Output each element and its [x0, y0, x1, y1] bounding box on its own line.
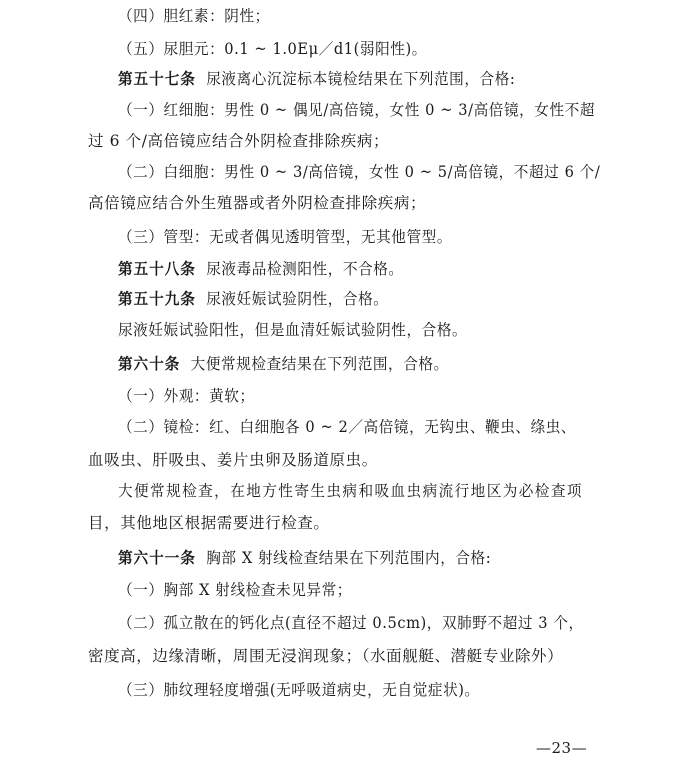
text-line: （三）肺纹理轻度增强(无呼吸道病史，无自觉症状)。 [118, 681, 480, 699]
text-line: （四）胆红素：阴性； [118, 7, 270, 25]
article-line: 第五十八条 尿液毒品检测阳性，不合格。 [118, 260, 404, 278]
text-line: （二）孤立散在的钙化点(直径不超过 0.5cm)，双肺野不超过 3 个， [118, 614, 584, 632]
text-line: 大便常规检查，在地方性寄生虫病和吸血虫病流行地区为必检查项 [118, 482, 583, 500]
article-line: 第五十七条 尿液离心沉淀标本镜检结果在下列范围，合格: [118, 70, 516, 88]
page-number: —23— [536, 739, 588, 757]
article-heading: 第五十七条 [118, 70, 196, 88]
article-heading: 第六十条 [118, 355, 181, 373]
text-line: （一）胸部 X 射线检查未见异常； [118, 581, 352, 599]
text-line: （二）镜检：红、白细胞各 0 ~ 2／高倍镜，无钩虫、鞭虫、绦虫、 [118, 418, 577, 436]
text-line: 目，其他地区根据需要进行检查。 [88, 514, 330, 532]
text-line: （一）外观：黄软； [118, 387, 255, 405]
text-line: 尿液妊娠试验阳性，但是血清妊娠试验阴性，合格。 [118, 321, 468, 339]
text-line: （三）管型：无或者偶见透明管型，无其他管型。 [118, 228, 453, 246]
article-line: 第六十条 大便常规检查结果在下列范围，合格。 [118, 355, 449, 373]
article-heading: 第五十九条 [118, 290, 196, 308]
article-line: 第五十九条 尿液妊娠试验阴性，合格。 [118, 290, 389, 308]
text-line: （一）红细胞：男性 0 ~ 偶见/高倍镜，女性 0 ~ 3/高倍镜，女性不超 [118, 101, 596, 119]
text-line: 高倍镜应结合外生殖器或者外阴检查排除疾病； [88, 194, 427, 212]
text-line: 过 6 个/高倍镜应结合外阴检查排除疾病； [88, 132, 390, 150]
text-line: （五）尿胆元：0.1 ~ 1.0Eμ／d1(弱阳性)。 [118, 40, 427, 58]
text-line: 血吸虫、肝吸虫、姜片虫卵及肠道原虫。 [88, 451, 378, 469]
article-heading: 第五十八条 [118, 260, 196, 278]
text-line: 密度高，边缘清晰，周围无浸润现象；（水面舰艇、潜艇专业除外） [88, 647, 564, 665]
article-line: 第六十一条 胸部 X 射线检查结果在下列范围内，合格: [118, 549, 492, 567]
article-heading: 第六十一条 [118, 549, 196, 567]
text-line: （二）白细胞：男性 0 ~ 3/高倍镜，女性 0 ~ 5/高倍镜，不超过 6 个/ [118, 163, 601, 181]
